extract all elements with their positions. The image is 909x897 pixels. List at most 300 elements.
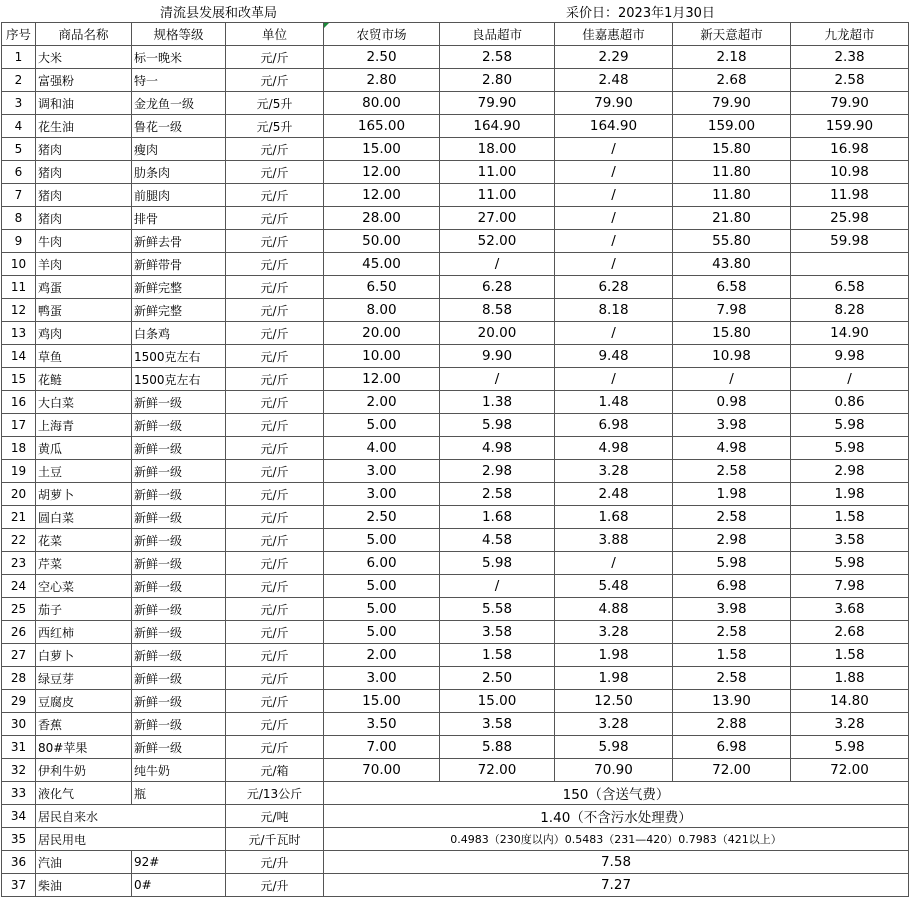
price-cell: 1.98 [555,644,673,667]
table-row [2,322,909,345]
item-spec: 瘦肉 [132,138,226,161]
table-row [2,92,909,115]
price-cell: 11.80 [673,161,791,184]
header-cell: 良品超市 [440,23,555,46]
table-row [2,46,909,69]
item-unit: 元/斤 [226,529,324,552]
price-cell: 2.80 [324,69,440,92]
price-cell: 11.98 [791,184,909,207]
price-cell: 7.00 [324,736,440,759]
row-number: 5 [2,138,36,161]
price-cell: 10.98 [673,345,791,368]
price-cell: 21.80 [673,207,791,230]
price-cell: 5.98 [791,437,909,460]
table-row [2,851,909,874]
table-row [2,368,909,391]
table-row [2,759,909,782]
price-cell: 4.98 [440,437,555,460]
row-number: 35 [2,828,36,851]
price-cell: 6.00 [324,552,440,575]
price-cell: 12.00 [324,161,440,184]
price-cell: 3.00 [324,667,440,690]
price-cell: 3.00 [324,460,440,483]
price-cell: / [791,368,909,391]
price-cell: 4.88 [555,598,673,621]
table-header-row [2,23,909,46]
price-cell: 3.58 [791,529,909,552]
price-cell: 45.00 [324,253,440,276]
price-cell: 15.00 [324,690,440,713]
item-name: 胡萝卜 [36,483,132,506]
item-unit: 元/斤 [226,345,324,368]
item-spec: 新鲜一级 [132,575,226,598]
price-cell: 1.68 [440,506,555,529]
row-number: 10 [2,253,36,276]
item-name: 80#苹果 [36,736,132,759]
table-row [2,115,909,138]
item-name: 大米 [36,46,132,69]
price-cell: / [555,253,673,276]
price-cell: / [673,368,791,391]
price-cell: 5.98 [440,552,555,575]
item-name: 花菜 [36,529,132,552]
item-unit: 元/斤 [226,460,324,483]
price-cell: 10.98 [791,161,909,184]
price-cell: 50.00 [324,230,440,253]
price-cell: 5.98 [555,736,673,759]
price-cell: 4.00 [324,437,440,460]
price-cell: 5.00 [324,414,440,437]
item-unit: 元/13公斤 [226,782,324,805]
item-name: 花鲢 [36,368,132,391]
item-name: 绿豆芽 [36,667,132,690]
price-cell: 1.98 [555,667,673,690]
price-cell: 11.00 [440,184,555,207]
item-name: 居民自来水 [36,805,226,828]
price-cell: 7.98 [791,575,909,598]
price-cell: 2.98 [791,460,909,483]
item-name: 圆白菜 [36,506,132,529]
row-number: 6 [2,161,36,184]
price-cell: 164.90 [555,115,673,138]
price-cell: 1.58 [791,644,909,667]
table-row [2,161,909,184]
price-cell: 3.58 [440,621,555,644]
item-spec: 新鲜一级 [132,391,226,414]
header-cell: 序号 [2,23,36,46]
price-cell: 27.00 [440,207,555,230]
item-spec: 新鲜一级 [132,644,226,667]
row-number: 28 [2,667,36,690]
price-cell: 2.98 [440,460,555,483]
item-unit: 元/斤 [226,598,324,621]
item-unit: 元/斤 [226,621,324,644]
price-cell: 59.98 [791,230,909,253]
price-cell [791,253,909,276]
price-cell: 2.58 [673,460,791,483]
price-cell: 5.98 [673,552,791,575]
item-spec: 肋条肉 [132,161,226,184]
item-name: 茄子 [36,598,132,621]
item-unit: 元/斤 [226,575,324,598]
price-cell: 52.00 [440,230,555,253]
item-unit: 元/斤 [226,184,324,207]
price-cell: / [440,575,555,598]
item-name: 花生油 [36,115,132,138]
row-number: 21 [2,506,36,529]
item-unit: 元/升 [226,874,324,897]
item-spec: 特一 [132,69,226,92]
survey-date: 采价日：2023年1月30日 [566,6,715,21]
item-spec: 新鲜一级 [132,529,226,552]
price-cell: 6.98 [555,414,673,437]
price-note: 7.27 [324,874,909,897]
row-number: 16 [2,391,36,414]
report-header [0,0,909,22]
table-row [2,414,909,437]
row-number: 9 [2,230,36,253]
item-unit: 元/斤 [226,437,324,460]
price-note: 0.4983（230度以内）0.5483（231—420）0.7983（421以上） [324,828,909,851]
item-name: 白萝卜 [36,644,132,667]
price-cell: 2.00 [324,644,440,667]
table-row [2,184,909,207]
price-cell: 15.00 [440,690,555,713]
row-number: 11 [2,276,36,299]
price-cell: 6.98 [673,575,791,598]
price-cell: 3.58 [440,713,555,736]
price-cell: 10.00 [324,345,440,368]
price-cell: 6.28 [555,276,673,299]
table-row [2,713,909,736]
price-cell: 1.48 [555,391,673,414]
item-unit: 元/斤 [226,276,324,299]
row-number: 26 [2,621,36,644]
price-cell: 12.00 [324,184,440,207]
price-cell: 72.00 [673,759,791,782]
price-cell: 14.90 [791,322,909,345]
price-cell: 9.90 [440,345,555,368]
price-cell: 3.28 [555,460,673,483]
price-cell: 6.50 [324,276,440,299]
price-cell: 3.88 [555,529,673,552]
item-name: 牛肉 [36,230,132,253]
item-spec: 新鲜去骨 [132,230,226,253]
item-unit: 元/5升 [226,92,324,115]
item-name: 猪肉 [36,207,132,230]
price-cell: 2.50 [324,506,440,529]
item-name: 土豆 [36,460,132,483]
item-name: 鸭蛋 [36,299,132,322]
price-cell: / [555,322,673,345]
item-unit: 元/斤 [226,736,324,759]
row-number: 12 [2,299,36,322]
price-cell: 8.28 [791,299,909,322]
row-number: 22 [2,529,36,552]
row-number: 15 [2,368,36,391]
price-cell: 2.58 [673,621,791,644]
price-cell: / [555,552,673,575]
price-cell: 2.48 [555,69,673,92]
row-number: 31 [2,736,36,759]
price-cell: 3.28 [555,621,673,644]
price-cell: 5.48 [555,575,673,598]
price-cell: 2.48 [555,483,673,506]
item-spec: 新鲜一级 [132,713,226,736]
row-number: 24 [2,575,36,598]
item-name: 羊肉 [36,253,132,276]
price-cell: 5.98 [440,414,555,437]
price-cell: 4.98 [673,437,791,460]
row-number: 33 [2,782,36,805]
table-row [2,483,909,506]
price-cell: 1.98 [791,483,909,506]
item-name: 猪肉 [36,161,132,184]
price-cell: 8.58 [440,299,555,322]
table-row [2,782,909,805]
table-row [2,575,909,598]
table-row [2,874,909,897]
table-row [2,230,909,253]
price-cell: 70.90 [555,759,673,782]
row-number: 13 [2,322,36,345]
price-cell: 5.88 [440,736,555,759]
item-unit: 元/斤 [226,138,324,161]
header-cell: 新天意超市 [673,23,791,46]
item-spec: 新鲜一级 [132,506,226,529]
price-cell: 8.18 [555,299,673,322]
price-cell: 55.80 [673,230,791,253]
price-cell: 3.50 [324,713,440,736]
price-cell: 9.48 [555,345,673,368]
price-cell: 159.90 [791,115,909,138]
table-row [2,828,909,851]
item-name: 伊利牛奶 [36,759,132,782]
item-unit: 元/斤 [226,414,324,437]
item-unit: 元/斤 [226,253,324,276]
price-cell: 2.58 [440,46,555,69]
item-unit: 元/斤 [226,207,324,230]
item-unit: 元/斤 [226,391,324,414]
price-cell: 15.80 [673,138,791,161]
price-cell: 4.98 [555,437,673,460]
item-name: 猪肉 [36,138,132,161]
price-cell: 1.38 [440,391,555,414]
item-spec: 新鲜带骨 [132,253,226,276]
item-name: 居民用电 [36,828,226,851]
table-row [2,644,909,667]
price-cell: 2.88 [673,713,791,736]
price-note: 150（含送气费） [324,782,909,805]
item-spec: 新鲜一级 [132,736,226,759]
price-cell: 5.98 [791,736,909,759]
item-unit: 元/斤 [226,644,324,667]
row-number: 37 [2,874,36,897]
item-spec: 前腿肉 [132,184,226,207]
table-row [2,667,909,690]
price-cell: 5.58 [440,598,555,621]
price-cell: 80.00 [324,92,440,115]
row-number: 7 [2,184,36,207]
price-cell: 5.00 [324,529,440,552]
price-cell: 2.80 [440,69,555,92]
price-cell: 5.00 [324,575,440,598]
price-cell: 70.00 [324,759,440,782]
item-name: 上海青 [36,414,132,437]
item-spec: 新鲜完整 [132,276,226,299]
item-unit: 元/斤 [226,713,324,736]
table-row [2,621,909,644]
item-name: 液化气 [36,782,132,805]
item-unit: 元/5升 [226,115,324,138]
price-cell: 5.98 [791,414,909,437]
price-cell: / [555,230,673,253]
price-cell: / [555,161,673,184]
price-cell: 0.86 [791,391,909,414]
price-cell: 72.00 [791,759,909,782]
row-number: 2 [2,69,36,92]
price-cell: 12.50 [555,690,673,713]
item-unit: 元/斤 [226,506,324,529]
item-spec: 新鲜完整 [132,299,226,322]
price-cell: 20.00 [324,322,440,345]
price-cell: 1.98 [673,483,791,506]
item-spec: 92# [132,851,226,874]
price-cell: 5.00 [324,598,440,621]
price-cell: 3.28 [791,713,909,736]
item-name: 芹菜 [36,552,132,575]
row-number: 23 [2,552,36,575]
item-name: 大白菜 [36,391,132,414]
item-name: 猪肉 [36,184,132,207]
org-name: 清流县发展和改革局 [160,6,278,21]
row-number: 1 [2,46,36,69]
item-spec: 新鲜一级 [132,598,226,621]
price-cell: 3.98 [673,414,791,437]
price-cell: 4.58 [440,529,555,552]
table-row [2,529,909,552]
item-name: 调和油 [36,92,132,115]
row-number: 20 [2,483,36,506]
row-number: 18 [2,437,36,460]
price-cell: 20.00 [440,322,555,345]
header-cell: 农贸市场 [324,23,440,46]
price-cell: 11.80 [673,184,791,207]
price-note: 1.40（不含污水处理费） [324,805,909,828]
item-unit: 元/升 [226,851,324,874]
row-number: 8 [2,207,36,230]
price-cell: 2.98 [673,529,791,552]
price-cell: 2.00 [324,391,440,414]
item-unit: 元/吨 [226,805,324,828]
table-row [2,690,909,713]
price-cell: 2.68 [791,621,909,644]
price-cell: 13.90 [673,690,791,713]
price-cell: 14.80 [791,690,909,713]
price-cell: 6.98 [673,736,791,759]
table-row [2,460,909,483]
price-cell: 1.68 [555,506,673,529]
item-spec: 新鲜一级 [132,437,226,460]
header-cell: 规格等级 [132,23,226,46]
row-number: 25 [2,598,36,621]
price-cell: 79.90 [673,92,791,115]
price-cell: / [555,207,673,230]
item-unit: 元/箱 [226,759,324,782]
item-spec: 1500克左右 [132,368,226,391]
price-cell: 2.58 [791,69,909,92]
price-cell: 164.90 [440,115,555,138]
price-cell: 2.18 [673,46,791,69]
item-name: 富强粉 [36,69,132,92]
item-name: 草鱼 [36,345,132,368]
item-spec: 标一晚米 [132,46,226,69]
table-row [2,69,909,92]
price-cell: 3.68 [791,598,909,621]
item-spec: 新鲜一级 [132,483,226,506]
item-spec: 瓶 [132,782,226,805]
item-name: 柴油 [36,874,132,897]
price-table [1,22,909,897]
item-spec: 新鲜一级 [132,621,226,644]
row-number: 17 [2,414,36,437]
item-name: 豆腐皮 [36,690,132,713]
price-cell: / [555,138,673,161]
price-cell: 25.98 [791,207,909,230]
price-cell: 9.98 [791,345,909,368]
item-spec: 新鲜一级 [132,414,226,437]
row-number: 19 [2,460,36,483]
price-cell: 1.58 [440,644,555,667]
item-unit: 元/斤 [226,46,324,69]
table-row [2,805,909,828]
item-spec: 白条鸡 [132,322,226,345]
header-cell: 九龙超市 [791,23,909,46]
price-note: 7.58 [324,851,909,874]
table-row [2,345,909,368]
price-cell: 2.68 [673,69,791,92]
table-row [2,138,909,161]
row-number: 30 [2,713,36,736]
price-cell: / [555,368,673,391]
item-unit: 元/斤 [226,368,324,391]
item-name: 西红柿 [36,621,132,644]
header-cell: 商品名称 [36,23,132,46]
item-unit: 元/斤 [226,552,324,575]
row-number: 29 [2,690,36,713]
item-name: 空心菜 [36,575,132,598]
row-number: 3 [2,92,36,115]
price-cell: 79.90 [440,92,555,115]
item-name: 黄瓜 [36,437,132,460]
item-unit: 元/斤 [226,230,324,253]
price-cell: / [440,253,555,276]
price-cell: 2.29 [555,46,673,69]
price-cell: 2.58 [673,667,791,690]
row-number: 14 [2,345,36,368]
price-cell: 15.00 [324,138,440,161]
row-number: 4 [2,115,36,138]
header-cell: 单位 [226,23,324,46]
item-unit: 元/斤 [226,690,324,713]
price-cell: 1.88 [791,667,909,690]
price-cell: 0.98 [673,391,791,414]
price-cell: 3.00 [324,483,440,506]
item-spec: 1500克左右 [132,345,226,368]
price-cell: 79.90 [555,92,673,115]
price-cell: 2.50 [324,46,440,69]
item-unit: 元/斤 [226,69,324,92]
